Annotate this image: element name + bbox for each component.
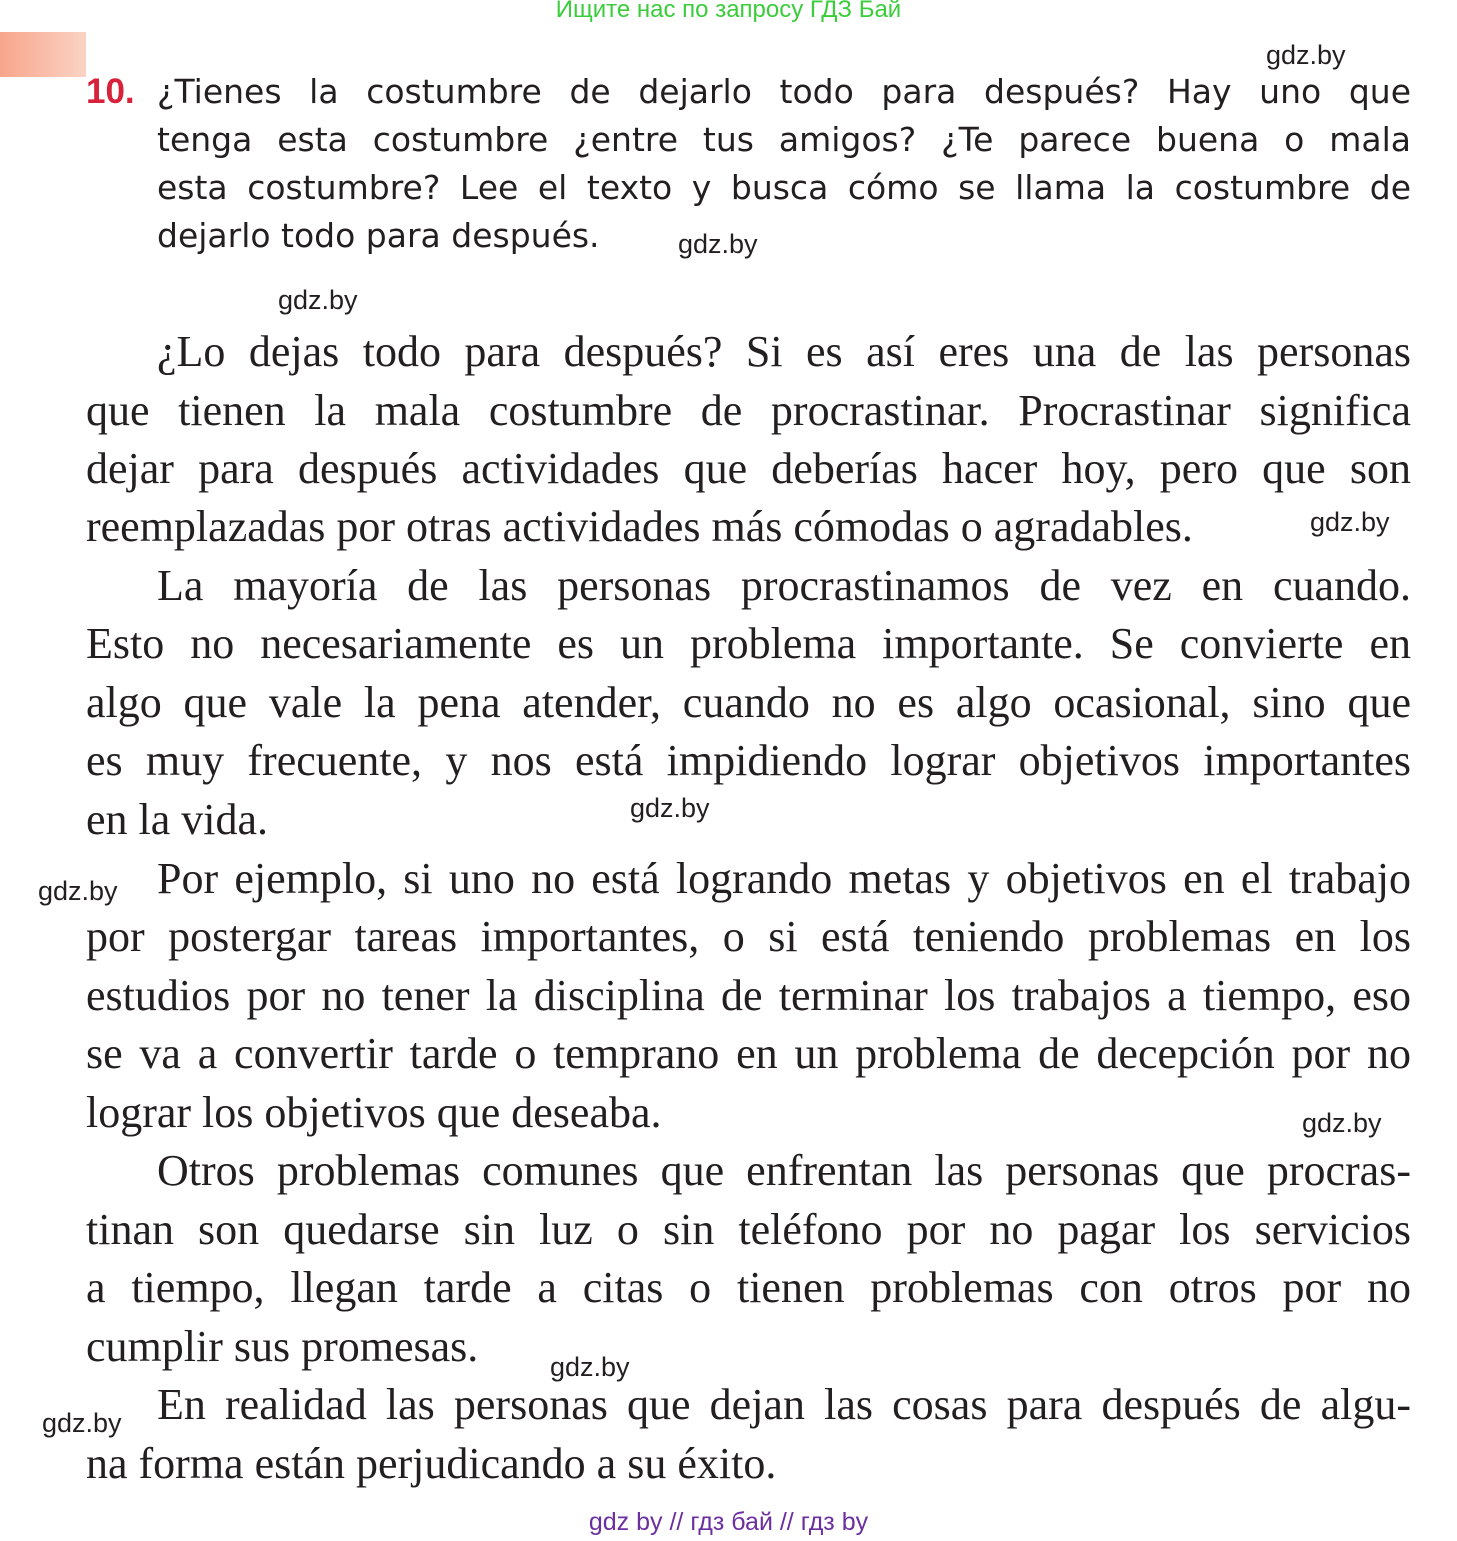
text-line: se va a convertir tarde o temprano en un problema de decepción por no [86, 1029, 1411, 1078]
text-line: reemplazadas por otras actividades más cómodas o agradables. [86, 502, 1193, 551]
text-line: En realidad las personas que dejan las cosas para después de algu- [157, 1380, 1411, 1429]
text-line: lograr los objetivos que deseaba. [86, 1088, 662, 1137]
text-line: algo que vale la pena atender, cuando no es algo ocasional, sino que [86, 678, 1411, 727]
footer-links: gdz by // гдз бай // гдз by [588, 1508, 869, 1536]
text-line: tinan son quedarse sin luz o sin teléfono por no pagar los servicios [86, 1205, 1411, 1254]
watermark: gdz.by [278, 285, 358, 315]
task-number: 10. [86, 72, 135, 111]
watermark: gdz.by [1310, 507, 1390, 537]
watermark: gdz.by [1266, 40, 1346, 70]
page-tab-marker [0, 32, 86, 77]
text-line: Por ejemplo, si uno no está logrando metas y objetivos en el trabajo [157, 854, 1411, 903]
text-line: La mayoría de las personas procrastinamos de vez en cuando. [157, 561, 1411, 610]
text-line: cumplir sus promesas. [86, 1322, 479, 1371]
watermark: gdz.by [1302, 1108, 1382, 1138]
watermark: gdz.by [38, 876, 118, 906]
text-line: ¿Lo dejas todo para después? Si es así eres una de las personas [157, 327, 1411, 376]
text-line: estudios por no tener la disciplina de terminar los trabajos a tiempo, eso [86, 971, 1411, 1020]
text-line: Esto no necesariamente es un problema importante. Se convierte en [86, 619, 1411, 668]
search-banner: Ищите нас по запросу ГДЗ Бай [555, 0, 902, 23]
text-line: na forma están perjudicando a su éxito. [86, 1439, 777, 1488]
task-line: tenga esta costumbre ¿entre tus amigos? ¿Te parece buena o mala [157, 120, 1411, 159]
text-line: por postergar tareas importantes, o si está teniendo problemas en los [86, 912, 1411, 961]
watermark: gdz.by [678, 229, 758, 259]
watermark: gdz.by [42, 1408, 122, 1438]
task-line: esta costumbre? Lee el texto y busca cómo se llama la costumbre de [157, 168, 1411, 207]
text-line: a tiempo, llegan tarde a citas o tienen problemas con otros por no [86, 1263, 1411, 1312]
task-line: dejarlo todo para después. [157, 216, 600, 255]
task-line: ¿Tienes la costumbre de dejarlo todo para después? Hay uno que [157, 72, 1411, 111]
watermark: gdz.by [630, 793, 710, 823]
text-line: que tienen la mala costumbre de procrastinar. Procrastinar significa [86, 386, 1411, 435]
text-line: Otros problemas comunes que enfrentan las personas que procras- [157, 1146, 1411, 1195]
text-line: dejar para después actividades que deberías hacer hoy, pero que son [86, 444, 1411, 493]
watermark: gdz.by [550, 1352, 630, 1382]
text-line: es muy frecuente, y nos está impidiendo lograr objetivos importantes [86, 736, 1411, 785]
text-line: en la vida. [86, 795, 269, 844]
